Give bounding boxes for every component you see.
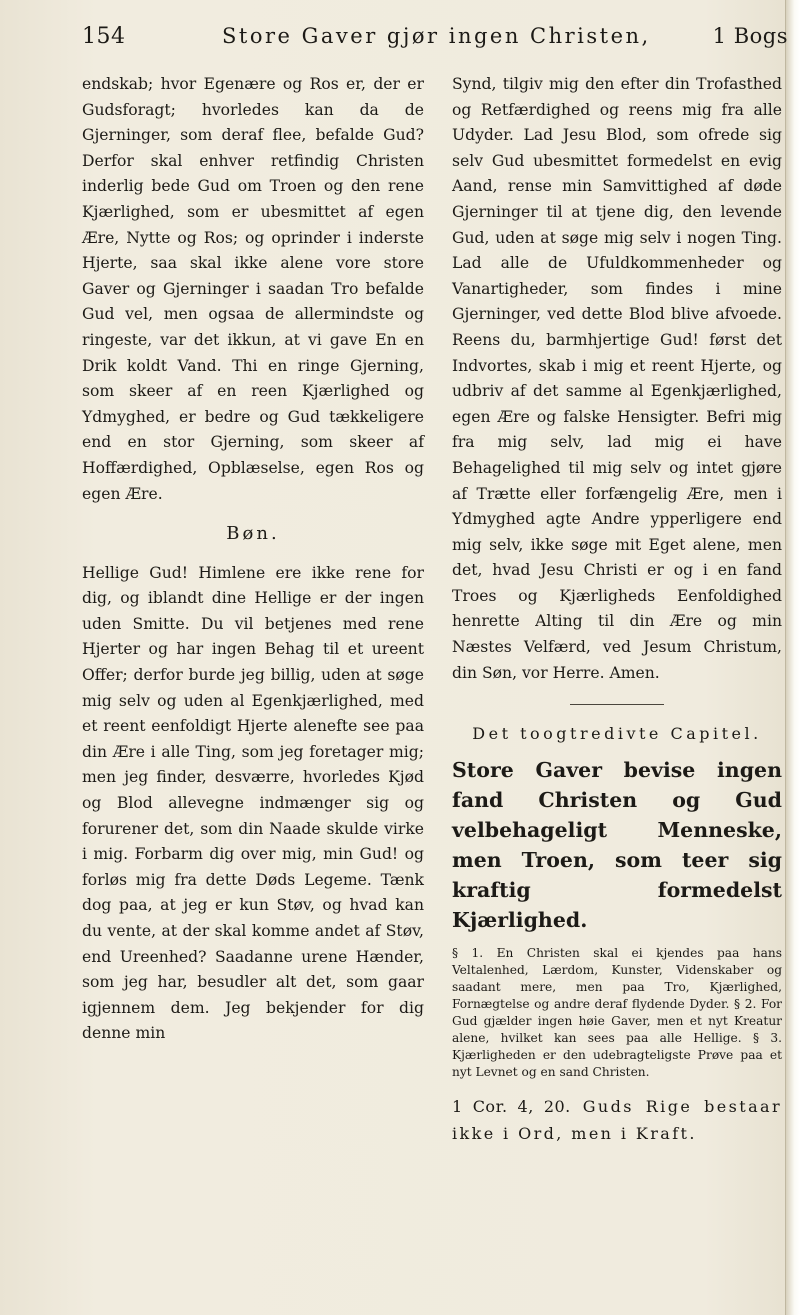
section-divider bbox=[570, 704, 664, 705]
right-column bbox=[452, 72, 782, 1147]
chapter-title: Det toogtredivte Capitel. bbox=[472, 724, 762, 744]
chapter-summary: Store Gaver bevise ingen fand Christen og Gud velbehageligt Menneske, men Troen, som teer sig kraftig formedelst Kjærlighed. bbox=[452, 757, 782, 932]
scripture-reference: 1 Cor. 4, 20. bbox=[452, 1096, 571, 1116]
signature-mark: 1 Bogs bbox=[712, 24, 788, 48]
body-paragraph: endskab; hvor Egenære og Ros er, der er Gudsforagt; hvorledes kan da de Gjerninger, som deraf flee, befalde Gud? Derfor skal enhver retfindig Christen inderlig bede Gud om Troen og den rene Kjærlighed, som er ubesmittet af egen Ære, Nytte og Ros; og oprinder i inderste Hjerte, saa skal ikke alene vore store Gaver og Gjerninger i saadan Tro befalde Gud vel, men ogsaa de allermindste og ringeste, var det ikkun, at vi gave En en Drik koldt Vand. Thi en ringe Gjerning, som skeer af en reen Kjærlighed og Ydmyghed, er bedre og Gud tækkeligere end en stor Gjerning, som skeer af Hoffærdighed, Opblæselse, egen Ros og egen Ære. bbox=[82, 75, 424, 503]
left-column bbox=[82, 72, 424, 1047]
scripture-quote bbox=[452, 1093, 782, 1147]
scripture-text: Guds Rige bestaar ikke i Ord, men i Kraft. bbox=[452, 1096, 782, 1143]
page-edge bbox=[785, 0, 800, 1315]
running-header bbox=[82, 22, 794, 54]
page-number: 154 bbox=[82, 24, 126, 49]
prayer-heading: Bøn. bbox=[226, 523, 280, 545]
prayer-continuation: Synd, tilgiv mig den efter din Trofasthed og Retfærdighed og reens mig fra alle Udyder. Lad Jesu Blod, som ofrede sig selv Gud ubesmittet formedelst en evig Aand, rense min Samvittighed af døde Gjerninger til at tjene dig, den levende Gud, uden at søge mig selv i nogen Ting. Lad alle de Ufuldkommenheder og Vanartigheder, som findes i mine Gjerninger, ved dette Blod blive afvoede. Reens du, barmhjertige Gud! først det Indvortes, skab i mig et reent Hjerte, og udbriv af det samme al Egenkjærlighed, egen Ære og falske Hensigter. Befri mig fra mig selv, lad mig ei have Behagelighed til mig selv og intet gjøre af Trætte eller forfængelig Ære, men i Ydmyghed agte Andre ypperligere end mig selv, ikke søge mit Eget alene, men det, hvad Jesu Christi er og i en fand Troes og Kjærligheds Eenfoldighed henrette Alting til din Ære og min Næstes Velfærd, ved Jesum Christum, din Søn, vor Herre. Amen. bbox=[452, 75, 782, 682]
section-notes: § 1. En Christen skal ei kjendes paa hans Veltalenhed, Lærdom, Kunster, Videnskaber og saadant mere, men paa Tro, Kjærlighed, Fornægtelse og andre deraf flydende Dyder. § 2. For Gud gjælder ingen høie Gaver, men et nyt Kreatur alene, hvilket kan sees paa alle Hellige. § 3. Kjærligheden er den udebragteligste Prøve paa et nyt Levnet og en sand Christen. bbox=[452, 945, 782, 1079]
prayer-paragraph: Hellige Gud! Himlene ere ikke rene for dig, og iblandt dine Hellige er der ingen uden Smitte. Du vil betjenes med rene Hjerter og har ingen Behag til et ureent Offer; derfor burde jeg billig, uden at søge mig selv og uden al Egenkjærlighed, med et reent eenfoldigt Hjerte alenefte see paa din Ære i alle Ting, som jeg foretager mig; men jeg finder, desværre, hvorledes Kjød og Blod allevegne indmænger sig og forurener det, som din Naade skulde virke i mig. Forbarm dig over mig, min Gud! og forløs mig fra dette Døds Legeme. Tænk dog paa, at jeg er kun Støv, og hvad kan du vente, at der skal komme andet af Støv, end Ureenhed? Saadanne urene Hænder, som jeg har, besudler alt det, som gaar igjennem dem. Jeg bekjender for dig denne min bbox=[82, 563, 424, 1043]
running-title: Store Gaver gjør ingen Christen, bbox=[222, 24, 651, 48]
